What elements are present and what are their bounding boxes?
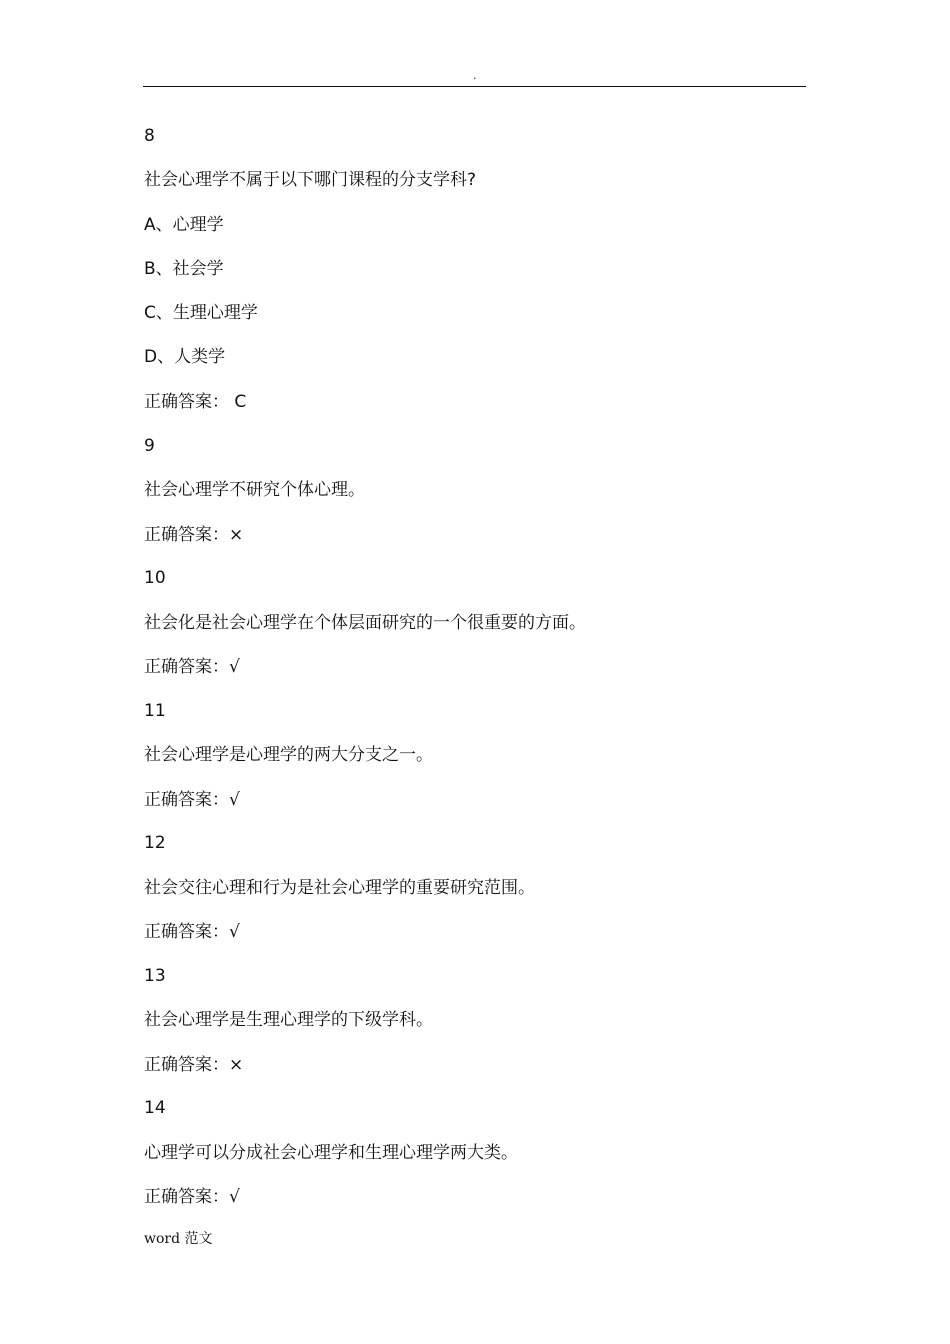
option-a: A、心理学 [144, 215, 224, 235]
question-number: 11 [144, 701, 166, 721]
question-stem: 社会心理学不研究个体心理。 [144, 480, 365, 500]
correct-answer: 正确答案：× [144, 525, 244, 545]
option-d: D、人类学 [144, 347, 226, 367]
question-number: 9 [144, 436, 155, 456]
question-number: 8 [144, 126, 155, 146]
question-stem: 社会心理学是心理学的两大分支之一。 [144, 745, 433, 765]
question-stem: 社会心理学不属于以下哪门课程的分支学科? [144, 170, 477, 190]
question-stem: 社会化是社会心理学在个体层面研究的一个很重要的方面。 [144, 613, 586, 633]
question-number: 13 [144, 966, 166, 986]
question-stem: 心理学可以分成社会心理学和生理心理学两大类。 [144, 1143, 518, 1163]
correct-answer: 正确答案：√ [144, 790, 240, 810]
question-stem: 社会交往心理和行为是社会心理学的重要研究范围。 [144, 878, 535, 898]
correct-answer: 正确答案： C [144, 392, 247, 412]
header-rule [143, 86, 806, 87]
correct-answer: 正确答案：√ [144, 657, 240, 677]
question-number: 12 [144, 833, 166, 853]
question-stem: 社会心理学是生理心理学的下级学科。 [144, 1010, 433, 1030]
correct-answer: 正确答案：√ [144, 1187, 240, 1207]
footer-text: word 范文 [144, 1231, 213, 1247]
option-c: C、生理心理学 [144, 303, 258, 323]
question-number: 10 [144, 568, 166, 588]
correct-answer: 正确答案：√ [144, 922, 240, 942]
option-b: B、社会学 [144, 259, 224, 279]
correct-answer: 正确答案：× [144, 1055, 244, 1075]
header-marker: . [473, 69, 477, 82]
question-number: 14 [144, 1098, 166, 1118]
